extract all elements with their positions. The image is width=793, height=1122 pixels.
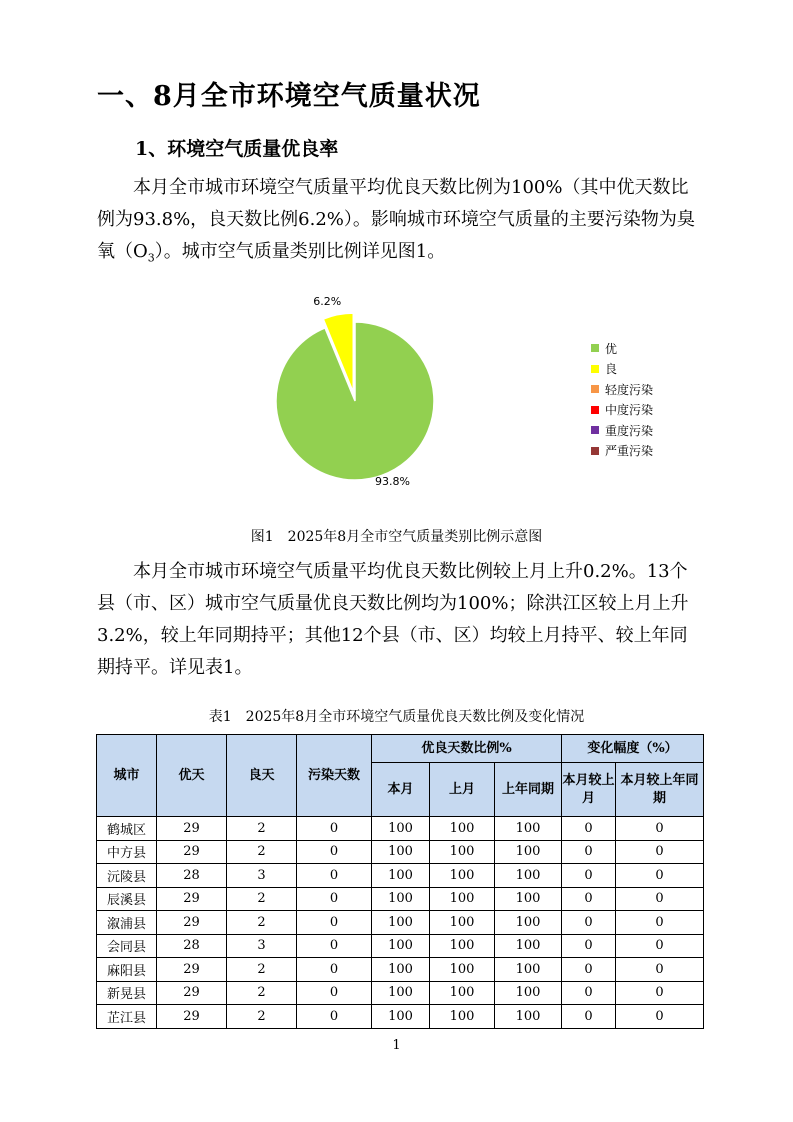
table-cell: 0 (562, 817, 616, 841)
paragraph-summary-text: 本月全市城市环境空气质量平均优良天数比例为100%（其中优天数比例为93.8%，良天数比例6.2%）。影响城市环境空气质量的主要污染物为臭氧（O (97, 177, 695, 262)
table-cell-city: 芷江县 (97, 1005, 157, 1029)
table-cell: 100 (430, 911, 495, 935)
table-cell: 0 (562, 958, 616, 982)
table-cell-city: 溆浦县 (97, 911, 157, 935)
table-cell: 100 (430, 864, 495, 888)
table-caption: 表1 2025年8月全市环境空气质量优良天数比例及变化情况 (208, 709, 585, 725)
legend-label: 良 (605, 362, 618, 377)
table-cell: 2 (227, 817, 297, 841)
table-cell: 29 (157, 911, 227, 935)
table-cell: 0 (297, 911, 372, 935)
table-cell: 100 (430, 887, 495, 911)
section-heading: 一、8月全市环境空气质量状况 (97, 81, 481, 112)
table-cell: 0 (297, 1005, 372, 1029)
table-cell: 100 (495, 817, 562, 841)
legend-item (591, 420, 653, 441)
table-cell: 0 (562, 981, 616, 1005)
legend-label: 严重污染 (605, 444, 654, 459)
header-excellent-days: 优天 (157, 735, 227, 817)
table-cell: 0 (297, 840, 372, 864)
table-row (97, 840, 704, 864)
table-cell: 100 (495, 887, 562, 911)
pie-data-label: 6.2% (313, 294, 342, 308)
header-vs-last-year: 本月较上年同期 (616, 763, 704, 817)
table-row (97, 887, 704, 911)
table-cell: 2 (227, 840, 297, 864)
table-row (97, 864, 704, 888)
table-cell: 100 (495, 864, 562, 888)
table-cell: 100 (495, 958, 562, 982)
table-body (97, 817, 704, 1029)
table-cell-city: 会同县 (97, 934, 157, 958)
table-cell: 100 (495, 911, 562, 935)
legend-item (591, 400, 653, 421)
header-vs-last-month: 本月较上月 (562, 763, 616, 817)
legend-item (591, 338, 653, 359)
table-cell: 2 (227, 981, 297, 1005)
header-ratio-group: 优良天数比例% (372, 735, 562, 763)
table-cell: 0 (562, 1005, 616, 1029)
header-change-group: 变化幅度（%） (562, 735, 704, 763)
legend-swatch (591, 344, 599, 352)
table-cell: 29 (157, 958, 227, 982)
header-polluted-days: 污染天数 (297, 735, 372, 817)
legend-swatch (591, 365, 599, 373)
table-cell: 0 (297, 864, 372, 888)
table-cell-city: 中方县 (97, 840, 157, 864)
table-cell: 100 (495, 934, 562, 958)
table-cell: 100 (372, 934, 430, 958)
table-cell: 28 (157, 864, 227, 888)
table-cell: 0 (562, 934, 616, 958)
legend-item (591, 441, 653, 462)
table-cell: 0 (616, 864, 704, 888)
table-cell: 0 (616, 934, 704, 958)
legend-swatch (591, 406, 599, 414)
paragraph-summary-tail: ）。城市空气质量类别比例详见图1。 (154, 241, 446, 262)
table-cell: 0 (616, 981, 704, 1005)
table-cell: 100 (430, 1005, 495, 1029)
legend-item (591, 359, 653, 380)
legend-item (591, 379, 653, 400)
legend-swatch (591, 385, 599, 393)
paragraph-summary (97, 172, 697, 275)
table-row (97, 981, 704, 1005)
legend-label: 轻度污染 (605, 382, 654, 397)
table-cell-city: 鹤城区 (97, 817, 157, 841)
legend-swatch (591, 447, 599, 455)
table-cell: 100 (372, 981, 430, 1005)
table-cell-city: 麻阳县 (97, 958, 157, 982)
table-cell: 100 (372, 887, 430, 911)
table-cell: 2 (227, 958, 297, 982)
paragraph-comparison: 本月全市城市环境空气质量平均优良天数比例较上月上升0.2%。13个县（市、区）城市空气质量优良天数比例均为100%；除洪江区较上月上升3.2%，较上年同期持平；其他12个县（市、区）均较上月持平、较上年同期持平。详见表1。 (97, 561, 689, 678)
table-cell: 100 (495, 840, 562, 864)
table-row (97, 817, 704, 841)
table-row (97, 911, 704, 935)
header-this-month: 本月 (372, 763, 430, 817)
table-cell: 29 (157, 840, 227, 864)
figure-caption: 图1 2025年8月全市空气质量类别比例示意图 (250, 529, 543, 545)
air-quality-table (96, 734, 704, 1029)
legend-swatch (591, 426, 599, 434)
table-cell: 0 (297, 817, 372, 841)
table-cell: 0 (562, 864, 616, 888)
header-good-days: 良天 (227, 735, 297, 817)
legend-label: 优 (605, 341, 618, 356)
table-cell: 100 (372, 1005, 430, 1029)
table-cell: 0 (616, 817, 704, 841)
table-row (97, 934, 704, 958)
table-cell: 0 (562, 887, 616, 911)
table-cell: 100 (372, 817, 430, 841)
legend-label: 重度污染 (605, 423, 654, 438)
header-city: 城市 (97, 735, 157, 817)
table-cell: 100 (372, 911, 430, 935)
pie-slice-0 (276, 322, 434, 480)
table-cell-city: 辰溪县 (97, 887, 157, 911)
table-cell: 0 (297, 958, 372, 982)
table-row (97, 958, 704, 982)
ozone-subscript: 3 (147, 251, 155, 265)
table-cell-city: 沅陵县 (97, 864, 157, 888)
table-cell: 3 (227, 934, 297, 958)
table-cell: 100 (430, 817, 495, 841)
table-cell: 29 (157, 817, 227, 841)
table-cell: 0 (616, 887, 704, 911)
table-cell: 3 (227, 864, 297, 888)
table-cell: 2 (227, 911, 297, 935)
air-quality-pie-chart (260, 280, 460, 490)
table-cell: 29 (157, 981, 227, 1005)
table-cell: 28 (157, 934, 227, 958)
table-cell: 100 (495, 1005, 562, 1029)
page-number: 1 (392, 1038, 401, 1053)
table-cell: 100 (430, 981, 495, 1005)
pie-data-label: 93.8% (375, 475, 410, 489)
table-cell: 0 (616, 840, 704, 864)
table-cell-city: 新晃县 (97, 981, 157, 1005)
table-cell: 100 (430, 958, 495, 982)
table-cell: 100 (372, 958, 430, 982)
table-cell: 0 (297, 981, 372, 1005)
table-cell: 100 (372, 840, 430, 864)
table-row (97, 1005, 704, 1029)
header-last-month: 上月 (430, 763, 495, 817)
table-cell: 100 (430, 934, 495, 958)
header-last-year: 上年同期 (495, 763, 562, 817)
table-cell: 0 (297, 934, 372, 958)
table-cell: 0 (616, 911, 704, 935)
table-cell: 0 (616, 958, 704, 982)
subsection-heading: 1、环境空气质量优良率 (135, 138, 339, 160)
table-cell: 2 (227, 1005, 297, 1029)
legend-label: 中度污染 (605, 403, 654, 418)
table-cell: 0 (562, 911, 616, 935)
table-cell: 0 (562, 840, 616, 864)
table-cell: 0 (297, 887, 372, 911)
table-cell: 29 (157, 1005, 227, 1029)
table-cell: 100 (495, 981, 562, 1005)
table-cell: 100 (430, 840, 495, 864)
table-cell: 100 (372, 864, 430, 888)
table-cell: 2 (227, 887, 297, 911)
chart-legend (591, 338, 653, 461)
table-cell: 0 (616, 1005, 704, 1029)
table-cell: 29 (157, 887, 227, 911)
